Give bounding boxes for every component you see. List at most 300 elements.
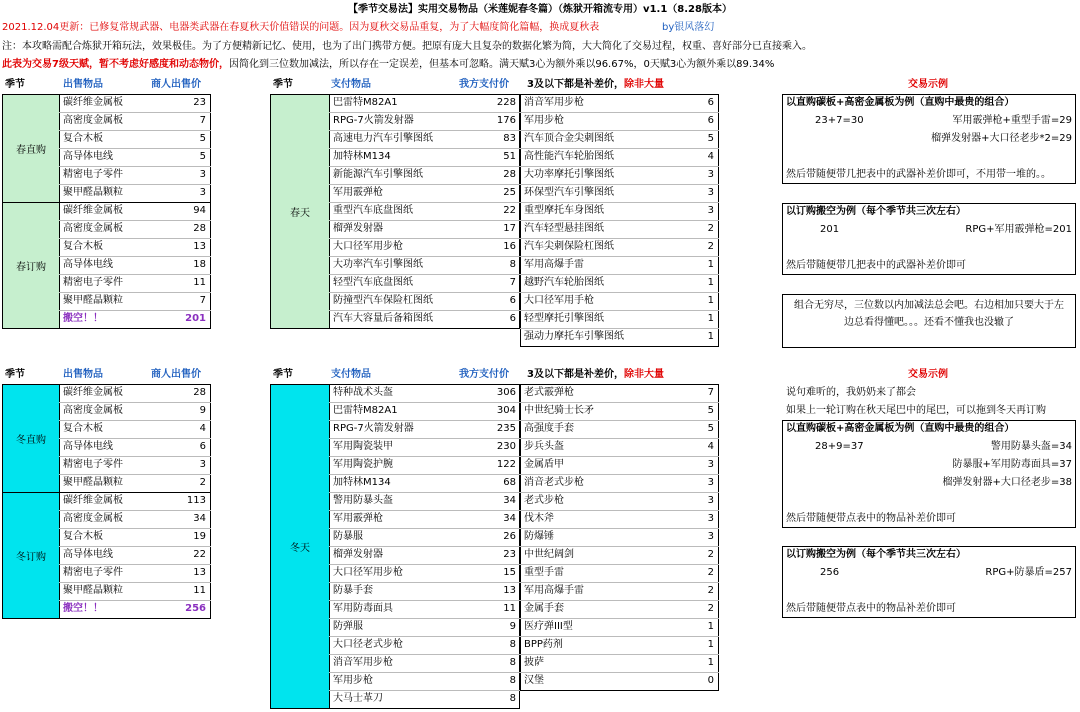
spring-bonus-price: 2 [707, 241, 714, 252]
spring-bonus-price: 1 [707, 295, 714, 306]
spring-pay-price: 25 [503, 187, 516, 198]
winter-order-item: 高导体电线 [63, 549, 113, 560]
winter-pay-item: 军用步枪 [333, 675, 373, 686]
winter-bonus-item: 军用高爆手雷 [524, 585, 584, 596]
spring-pay-price: 8 [509, 259, 516, 270]
spring-bonus-price: 1 [707, 277, 714, 288]
row-line [520, 474, 719, 475]
winter-bonus-item: 中世纪骑士长矛 [524, 405, 594, 416]
winter-bonus-price: 5 [707, 423, 714, 434]
spring-bonus-item: 汽车顶合金尖刺图纸 [524, 133, 614, 144]
winter-direct-item: 碳纤维金属板 [63, 387, 123, 398]
header-bonus-text: 3及以下都是补差价， [527, 79, 624, 90]
winter-direct-label: 冬直购 [2, 384, 60, 493]
spring-bonus-item: 军用步枪 [524, 115, 564, 126]
spring-pay-price: 51 [503, 151, 516, 162]
spring-bonus-item: 重型摩托车身图纸 [524, 205, 604, 216]
spring-direct-item: 碳纤维金属板 [63, 97, 123, 108]
header-season-2: 季节 [273, 79, 293, 90]
winter-pay-item: 大马士革刀 [333, 693, 383, 704]
winter-bonus-item: 重型手雷 [524, 567, 564, 578]
update-note: 2021.12.04更新：已修复常规武器、电器类武器在春夏秋天价值错误的问题。因为夏秋交易品重复，为了大幅度简化篇幅，换成夏秋表 [2, 22, 600, 33]
row-line [520, 546, 719, 547]
author-credit: by银风落幻 [662, 22, 715, 33]
row-line [329, 600, 520, 601]
row-line [329, 202, 520, 203]
spring-bonus-price: 3 [707, 187, 714, 198]
spring-bonus-item: 汽车尖刺保险杠图纸 [524, 241, 614, 252]
winter-pay-price: 15 [503, 567, 516, 578]
winter-example-2-title: 以订购搬空为例（每个季节共三次左右） [786, 549, 966, 560]
winter-pay-price: 23 [503, 549, 516, 560]
spring-order-item: 高导体电线 [63, 259, 113, 270]
row-line [59, 112, 211, 113]
winter-pay-item: 防暴服 [333, 531, 363, 542]
row-line [520, 564, 719, 565]
header-bonus [524, 76, 724, 94]
winter-direct-price: 3 [199, 459, 206, 470]
spring-pay-price: 176 [496, 115, 516, 126]
header-pay-price: 我方支付价 [459, 79, 509, 90]
winter-direct-price: 28 [193, 387, 206, 398]
header-example: 交易示例 [908, 79, 948, 90]
winter-example-1-note: 然后带随便带点表中的物品补差价即可 [786, 513, 956, 524]
spring-pay-item: 大口径军用步枪 [333, 241, 403, 252]
spring-direct-price: 7 [199, 115, 206, 126]
row-line [520, 402, 719, 403]
row-line [329, 510, 520, 511]
winter-bonus-price: 2 [707, 549, 714, 560]
winter-order-item: 碳纤维金属板 [63, 495, 123, 506]
winter-bonus-item: 防爆锤 [524, 531, 554, 542]
row-line [520, 328, 719, 329]
spring-pay-price: 28 [503, 169, 516, 180]
row-line [520, 148, 719, 149]
spring-pay-item: 巴雷特M82A1 [333, 97, 398, 108]
spring-bonus-price: 5 [707, 133, 714, 144]
row-line [59, 274, 211, 275]
spring-pay-price: 228 [496, 97, 516, 108]
winter-pay-item: 巴雷特M82A1 [333, 405, 398, 416]
winter-bonus-item: 医疗弹III型 [524, 621, 573, 632]
row-line [329, 474, 520, 475]
winter-order-item: 复合木板 [63, 531, 103, 542]
spring-bonus-item: 越野汽车轮胎图纸 [524, 277, 604, 288]
spring-bonus-item: 大功率摩托引擎图纸 [524, 169, 614, 180]
spring-pay-item: 防撞型汽车保险杠图纸 [333, 295, 433, 306]
winter-pay-item: 特种战术头盔 [333, 387, 393, 398]
winter-pay-price: 304 [496, 405, 516, 416]
header-season: 季节 [5, 79, 25, 90]
spring-bonus-price: 1 [707, 331, 714, 342]
winter-pay-item: 加特林M134 [333, 477, 391, 488]
row-line [59, 292, 211, 293]
row-line [329, 310, 520, 311]
spring-order-price: 18 [193, 259, 206, 270]
spring-pay-price: 17 [503, 223, 516, 234]
row-line [329, 690, 520, 691]
winter-order-price: 113 [186, 495, 206, 506]
row-line [329, 654, 520, 655]
spring-bonus-price: 6 [707, 115, 714, 126]
spring-pay-price: 16 [503, 241, 516, 252]
spring-bonus-price: 6 [707, 97, 714, 108]
winter-direct-price: 6 [199, 441, 206, 452]
row-line [329, 582, 520, 583]
row-line [520, 420, 719, 421]
winter-pay-price: 8 [509, 675, 516, 686]
winter-pay-item: 军用陶瓷护腕 [333, 459, 393, 470]
spring-bonus-item: 强动力摩托车引擎图纸 [524, 331, 624, 342]
spring-order-price: 13 [193, 241, 206, 252]
winter-bonus-price: 0 [707, 675, 714, 686]
spring-order-price: 94 [193, 205, 206, 216]
winter-pay-price: 9 [509, 621, 516, 632]
winter-example-1-calc: 28+9=37 [815, 441, 864, 452]
row-line [520, 202, 719, 203]
winter-example-l1: 说句难听的，我奶奶来了都会 [786, 387, 916, 398]
row-line [520, 274, 719, 275]
winter-pay-item: 军用陶瓷装甲 [333, 441, 393, 452]
winter-direct-item: 聚甲醛晶颗粒 [63, 477, 123, 488]
row-line [520, 672, 719, 673]
spring-direct-label: 春直购 [2, 94, 60, 203]
spring-direct-price: 3 [199, 169, 206, 180]
row-line [329, 546, 520, 547]
winter-season-label: 冬天 [270, 384, 330, 709]
winter-bonus-item: 金属盾甲 [524, 459, 564, 470]
row-line [59, 456, 211, 457]
row-line [520, 130, 719, 131]
header-sell-item: 出售物品 [63, 369, 103, 380]
winter-bonus-item: 金属手套 [524, 603, 564, 614]
row-line [329, 220, 520, 221]
row-line [329, 292, 520, 293]
winter-pay-price: 235 [496, 423, 516, 434]
winter-example-1-title: 以直购碳板+高密金属板为例（直购中最贵的组合） [786, 423, 1015, 434]
row-line [59, 438, 211, 439]
winter-bonus-item: 伐木斧 [524, 513, 554, 524]
header-sell-item: 出售物品 [63, 79, 103, 90]
winter-pay-price: 306 [496, 387, 516, 398]
spring-direct-item: 聚甲醛晶颗粒 [63, 187, 123, 198]
winter-example-l2: 如果上一轮订购在秋天尾巴中的尾巴，可以拖到冬天再订购 [786, 405, 1046, 416]
winter-bonus-price: 3 [707, 495, 714, 506]
winter-bonus-item: 披萨 [524, 657, 544, 668]
row-line [329, 528, 520, 529]
winter-pay-price: 230 [496, 441, 516, 452]
spring-pay-item: 汽车大容量后备箱图纸 [333, 313, 433, 324]
spring-pay-item: 新能源汽车引擎图纸 [333, 169, 423, 180]
winter-order-price: 11 [193, 585, 206, 596]
row-line [59, 474, 211, 475]
spring-order-label: 春订购 [2, 202, 60, 329]
row-line [329, 492, 520, 493]
row-line [520, 492, 719, 493]
spring-bonus-item: 环保型汽车引擎图纸 [524, 187, 614, 198]
winter-pay-price: 26 [503, 531, 516, 542]
winter-pay-price: 8 [509, 693, 516, 704]
winter-pay-item: 军用防毒面具 [333, 603, 393, 614]
winter-order-price: 19 [193, 531, 206, 542]
spring-example-2-note: 然后带随便带几把表中的武器补差价即可 [786, 260, 966, 271]
spring-pay-item: 加特林M134 [333, 151, 391, 162]
row-line [520, 510, 719, 511]
spring-pay-item: 榴弹发射器 [333, 223, 383, 234]
row-line [329, 564, 520, 565]
winter-bonus-price: 2 [707, 585, 714, 596]
winter-pay-item: 军用霰弹枪 [333, 513, 383, 524]
winter-pay-item: 防弹服 [333, 621, 363, 632]
spring-bonus-item: 大口径军用手枪 [524, 295, 594, 306]
winter-bonus-price: 2 [707, 603, 714, 614]
winter-bonus-price: 1 [707, 621, 714, 632]
row-line [329, 402, 520, 403]
row-line [329, 112, 520, 113]
spring-bonus-item: 军用高爆手雷 [524, 259, 584, 270]
spring-pay-price: 6 [509, 295, 516, 306]
winter-pay-item: 大口径军用步枪 [333, 567, 403, 578]
spring-bonus-price: 3 [707, 205, 714, 216]
spring-direct-price: 23 [193, 97, 206, 108]
spring-order-price: 11 [193, 277, 206, 288]
header-pay-item: 支付物品 [331, 369, 371, 380]
winter-bonus-price: 5 [707, 405, 714, 416]
spring-example-1-title: 以直购碳板+高密金属板为例（直购中最贵的组合） [786, 97, 1015, 108]
row-line [59, 546, 211, 547]
winter-bonus-item: 中世纪阔剑 [524, 549, 574, 560]
winter-bonus-price: 3 [707, 513, 714, 524]
row-line [59, 184, 211, 185]
spring-bonus-price: 4 [707, 151, 714, 162]
spring-example-1-r1: 军用霰弹枪+重型手雷=29 [952, 115, 1072, 126]
spring-direct-item: 高密度金属板 [63, 115, 123, 126]
row-line [329, 130, 520, 131]
row-line [329, 420, 520, 421]
winter-pay-price: 34 [503, 495, 516, 506]
winter-example-1-r3: 榴弹发射器+大口径老步=38 [942, 477, 1072, 488]
winter-order-price: 22 [193, 549, 206, 560]
winter-order-total-value: 256 [185, 603, 206, 614]
winter-bonus-item: 步兵头盔 [524, 441, 564, 452]
winter-example-2-note: 然后带随便带点表中的物品补差价即可 [786, 603, 956, 614]
spring-pay-item: 大功率汽车引擎图纸 [333, 259, 423, 270]
row-line [520, 438, 719, 439]
spring-bonus-price: 3 [707, 169, 714, 180]
header-bonus-red: 除非大量 [623, 369, 664, 380]
winter-bonus-item: 汉堡 [524, 675, 544, 686]
header-bonus-text: 3及以下都是补差价， [527, 369, 624, 380]
winter-direct-item: 高密度金属板 [63, 405, 123, 416]
winter-order-item: 聚甲醛晶颗粒 [63, 585, 123, 596]
header-bonus [524, 366, 724, 384]
header-season-2: 季节 [273, 369, 293, 380]
spring-pay-item: 重型汽车底盘图纸 [333, 205, 413, 216]
spring-pay-item: 军用霰弹枪 [333, 187, 383, 198]
winter-pay-item: 榴弹发射器 [333, 549, 383, 560]
page-title: 【季节交易法】实用交易物品（米莲妮春冬篇）（炼狱开箱流专用）v1.1（8.28版本） [348, 4, 732, 15]
winter-bonus-item: 老式霰弹枪 [524, 387, 574, 398]
header-pay-price: 我方支付价 [459, 369, 509, 380]
winter-pay-price: 68 [503, 477, 516, 488]
row-line [520, 166, 719, 167]
winter-pay-price: 122 [496, 459, 516, 470]
spring-bonus-price: 1 [707, 313, 714, 324]
row-line [520, 600, 719, 601]
winter-order-total-label: 搬空！！ [63, 603, 103, 614]
winter-direct-price: 4 [199, 423, 206, 434]
winter-order-price: 13 [193, 567, 206, 578]
header-pay-item: 支付物品 [331, 79, 371, 90]
row-line [520, 528, 719, 529]
winter-direct-price: 9 [199, 405, 206, 416]
spring-season-label: 春天 [270, 94, 330, 329]
spring-direct-price: 3 [199, 187, 206, 198]
spring-example-1-note: 然后带随便带几把表中的武器补差价即可，不用带一堆的。。 [786, 169, 1051, 180]
winter-pay-price: 13 [503, 585, 516, 596]
spring-order-item: 复合木板 [63, 241, 103, 252]
row-line [59, 238, 211, 239]
row-line [59, 528, 211, 529]
row-line [520, 220, 719, 221]
winter-pay-price: 34 [503, 513, 516, 524]
winter-pay-item: 防暴手套 [333, 585, 373, 596]
spring-pay-price: 6 [509, 313, 516, 324]
row-line [520, 618, 719, 619]
row-line [329, 148, 520, 149]
spring-order-price: 7 [199, 295, 206, 306]
spring-example-box-3 [782, 294, 1076, 348]
row-line [59, 130, 211, 131]
row-line [520, 238, 719, 239]
winter-pay-item: 警用防暴头盔 [333, 495, 393, 506]
row-line [520, 654, 719, 655]
row-line [59, 564, 211, 565]
row-line [329, 238, 520, 239]
row-line [59, 402, 211, 403]
row-line [59, 582, 211, 583]
tier-note-red: 此表为交易7级天赋，暂不考虑好感度和动态物价， [2, 59, 229, 70]
row-line [520, 184, 719, 185]
spring-example-2-r1: RPG+军用霰弹枪=201 [965, 224, 1072, 235]
winter-order-price: 34 [193, 513, 206, 524]
winter-bonus-price: 3 [707, 477, 714, 488]
spring-example-1-calc: 23+7=30 [815, 115, 864, 126]
winter-pay-item: RPG-7火箭发射器 [333, 423, 414, 434]
spring-bonus-item: 汽车轻型悬挂图纸 [524, 223, 604, 234]
header-bonus-red: 除非大量 [623, 79, 664, 90]
row-line [59, 420, 211, 421]
winter-direct-price: 2 [199, 477, 206, 488]
spring-bonus-item: 消音军用步枪 [524, 97, 584, 108]
winter-bonus-price: 3 [707, 459, 714, 470]
winter-bonus-item: 高强度手套 [524, 423, 574, 434]
row-line [59, 310, 211, 311]
winter-direct-item: 高导体电线 [63, 441, 113, 452]
spring-order-item: 高密度金属板 [63, 223, 123, 234]
spring-order-total-label: 搬空！！ [63, 313, 103, 324]
winter-bonus-price: 7 [707, 387, 714, 398]
spring-pay-price: 7 [509, 277, 516, 288]
row-line [329, 456, 520, 457]
spring-direct-item: 高导体电线 [63, 151, 113, 162]
spring-example-1-r2: 榴弹发射器+大口径老步*2=29 [931, 133, 1072, 144]
winter-bonus-item: 消音老式步枪 [524, 477, 584, 488]
row-line [329, 274, 520, 275]
row-line [520, 256, 719, 257]
header-sell-price: 商人出售价 [151, 79, 201, 90]
header-example: 交易示例 [908, 369, 948, 380]
spring-direct-price: 5 [199, 133, 206, 144]
row-line [520, 456, 719, 457]
row-line [59, 510, 211, 511]
winter-bonus-price: 4 [707, 441, 714, 452]
winter-example-2-calc: 256 [820, 567, 840, 578]
spring-pay-item: 轻型汽车底盘图纸 [333, 277, 413, 288]
row-line [329, 184, 520, 185]
spring-bonus-price: 2 [707, 223, 714, 234]
row-line [520, 292, 719, 293]
row-line [520, 636, 719, 637]
winter-pay-item: 大口径老式步枪 [333, 639, 403, 650]
usage-note: 注：本攻略需配合炼狱开箱玩法，效果极佳。为了方便精新记忆、使用，也为了出门携带方便。把原有庞大且复杂的数据化繁为简，大大简化了交易过程，权重、喜好部分已直接乘入。 [2, 41, 812, 52]
row-line [329, 166, 520, 167]
winter-pay-price: 11 [503, 603, 516, 614]
winter-bonus-item: 老式步枪 [524, 495, 564, 506]
row-line [59, 148, 211, 149]
row-line [329, 256, 520, 257]
row-line [329, 672, 520, 673]
spring-order-item: 碳纤维金属板 [63, 205, 123, 216]
spring-direct-item: 精密电子零件 [63, 169, 123, 180]
spring-direct-price: 5 [199, 151, 206, 162]
tier-note-rest: 因简化到三位数加减法，所以存在一定误差，但基本可忽略。满天赋3心为额外乘以96.67%，0天赋3心为额外乘以89.34% [228, 59, 775, 70]
spring-bonus-price: 1 [707, 259, 714, 270]
spring-direct-item: 复合木板 [63, 133, 103, 144]
winter-bonus-price: 1 [707, 657, 714, 668]
spring-pay-price: 83 [503, 133, 516, 144]
winter-direct-item: 精密电子零件 [63, 459, 123, 470]
row-line [329, 636, 520, 637]
winter-example-2-r1: RPG+防暴盾=257 [985, 567, 1072, 578]
winter-bonus-item: BPP药剂 [524, 639, 563, 650]
spring-order-total-value: 201 [185, 313, 206, 324]
winter-order-item: 高密度金属板 [63, 513, 123, 524]
winter-bonus-price: 2 [707, 567, 714, 578]
winter-order-item: 精密电子零件 [63, 567, 123, 578]
winter-example-1-r1: 警用防暴头盔=34 [990, 441, 1072, 452]
row-line [329, 618, 520, 619]
row-line [59, 220, 211, 221]
tier-note [2, 56, 1078, 74]
winter-pay-item: 消音军用步枪 [333, 657, 393, 668]
row-line [59, 166, 211, 167]
winter-order-label: 冬订购 [2, 492, 60, 619]
spring-order-item: 精密电子零件 [63, 277, 123, 288]
winter-pay-price: 8 [509, 639, 516, 650]
row-line [59, 256, 211, 257]
winter-example-1-r2: 防暴服+军用防毒面具=37 [952, 459, 1072, 470]
row-line [520, 582, 719, 583]
spring-order-item: 聚甲醛晶颗粒 [63, 295, 123, 306]
spring-example-3-text: 组合无穷尽，三位数以内加减法总会吧。右边相加只要大于左边总看得懂吧。。。还看不懂我也没辙了 [794, 300, 1064, 328]
row-line [329, 438, 520, 439]
spring-order-price: 28 [193, 223, 206, 234]
winter-direct-item: 复合木板 [63, 423, 103, 434]
header-sell-price: 商人出售价 [151, 369, 201, 380]
spring-pay-item: RPG-7火箭发射器 [333, 115, 414, 126]
spring-bonus-item: 高性能汽车轮胎图纸 [524, 151, 614, 162]
